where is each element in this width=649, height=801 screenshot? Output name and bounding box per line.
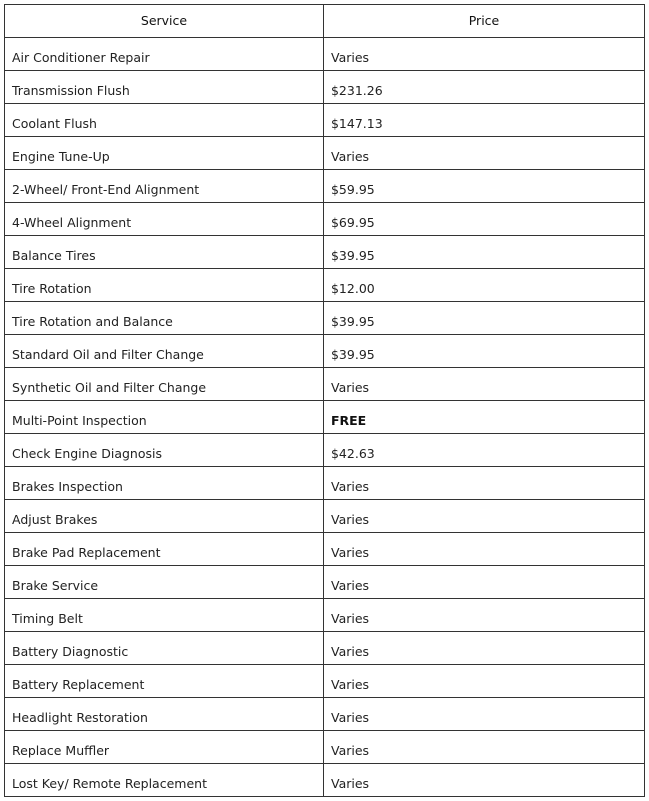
price-cell: Varies (323, 566, 644, 599)
price-cell: Varies (323, 467, 644, 500)
table-row (5, 302, 645, 335)
table-row (5, 467, 645, 500)
table-row (5, 269, 645, 302)
price-column-header: Price (323, 5, 644, 38)
price-cell: Varies (323, 500, 644, 533)
price-cell: $231.26 (323, 71, 644, 104)
table-body (5, 38, 645, 797)
table-row (5, 731, 645, 764)
service-cell: 4-Wheel Alignment (5, 203, 324, 236)
table-row (5, 368, 645, 401)
price-cell: Varies (323, 533, 644, 566)
price-cell: $39.95 (323, 236, 644, 269)
service-price-table (4, 4, 645, 797)
service-cell: Multi-Point Inspection (5, 401, 324, 434)
price-cell: $147.13 (323, 104, 644, 137)
service-cell: Coolant Flush (5, 104, 324, 137)
table-row (5, 566, 645, 599)
table-row (5, 203, 645, 236)
service-cell: Synthetic Oil and Filter Change (5, 368, 324, 401)
table-header-row (5, 5, 645, 38)
service-cell: Timing Belt (5, 599, 324, 632)
service-cell: Standard Oil and Filter Change (5, 335, 324, 368)
price-cell: $42.63 (323, 434, 644, 467)
service-cell: Brake Pad Replacement (5, 533, 324, 566)
table-row (5, 599, 645, 632)
price-cell: Varies (323, 599, 644, 632)
service-column-header: Service (5, 5, 324, 38)
price-cell: Varies (323, 137, 644, 170)
price-cell: $69.95 (323, 203, 644, 236)
table-row (5, 764, 645, 797)
table-row (5, 533, 645, 566)
price-cell: Varies (323, 698, 644, 731)
service-cell: Battery Diagnostic (5, 632, 324, 665)
price-cell: $59.95 (323, 170, 644, 203)
table-row (5, 104, 645, 137)
table-row (5, 38, 645, 71)
price-cell: $39.95 (323, 335, 644, 368)
service-cell: Tire Rotation and Balance (5, 302, 324, 335)
table-row (5, 137, 645, 170)
service-cell: Battery Replacement (5, 665, 324, 698)
service-cell: Replace Muffler (5, 731, 324, 764)
table-row (5, 71, 645, 104)
table-row (5, 632, 645, 665)
table-row (5, 665, 645, 698)
price-cell: Varies (323, 764, 644, 797)
table-row (5, 434, 645, 467)
service-cell: Transmission Flush (5, 71, 324, 104)
table-row (5, 236, 645, 269)
table-row (5, 698, 645, 731)
service-cell: Balance Tires (5, 236, 324, 269)
service-cell: Brake Service (5, 566, 324, 599)
table-row (5, 500, 645, 533)
price-cell: Varies (323, 665, 644, 698)
service-cell: Air Conditioner Repair (5, 38, 324, 71)
service-cell: Lost Key/ Remote Replacement (5, 764, 324, 797)
service-cell: Adjust Brakes (5, 500, 324, 533)
table-row (5, 401, 645, 434)
service-cell: Headlight Restoration (5, 698, 324, 731)
service-cell: 2-Wheel/ Front-End Alignment (5, 170, 324, 203)
service-cell: Engine Tune-Up (5, 137, 324, 170)
table-row (5, 170, 645, 203)
price-cell: Varies (323, 632, 644, 665)
price-cell: Varies (323, 731, 644, 764)
price-cell: $12.00 (323, 269, 644, 302)
service-cell: Tire Rotation (5, 269, 324, 302)
free-price-cell: FREE (323, 401, 644, 434)
price-cell: $39.95 (323, 302, 644, 335)
price-cell: Varies (323, 38, 644, 71)
table-row (5, 335, 645, 368)
service-cell: Brakes Inspection (5, 467, 324, 500)
service-cell: Check Engine Diagnosis (5, 434, 324, 467)
price-cell: Varies (323, 368, 644, 401)
